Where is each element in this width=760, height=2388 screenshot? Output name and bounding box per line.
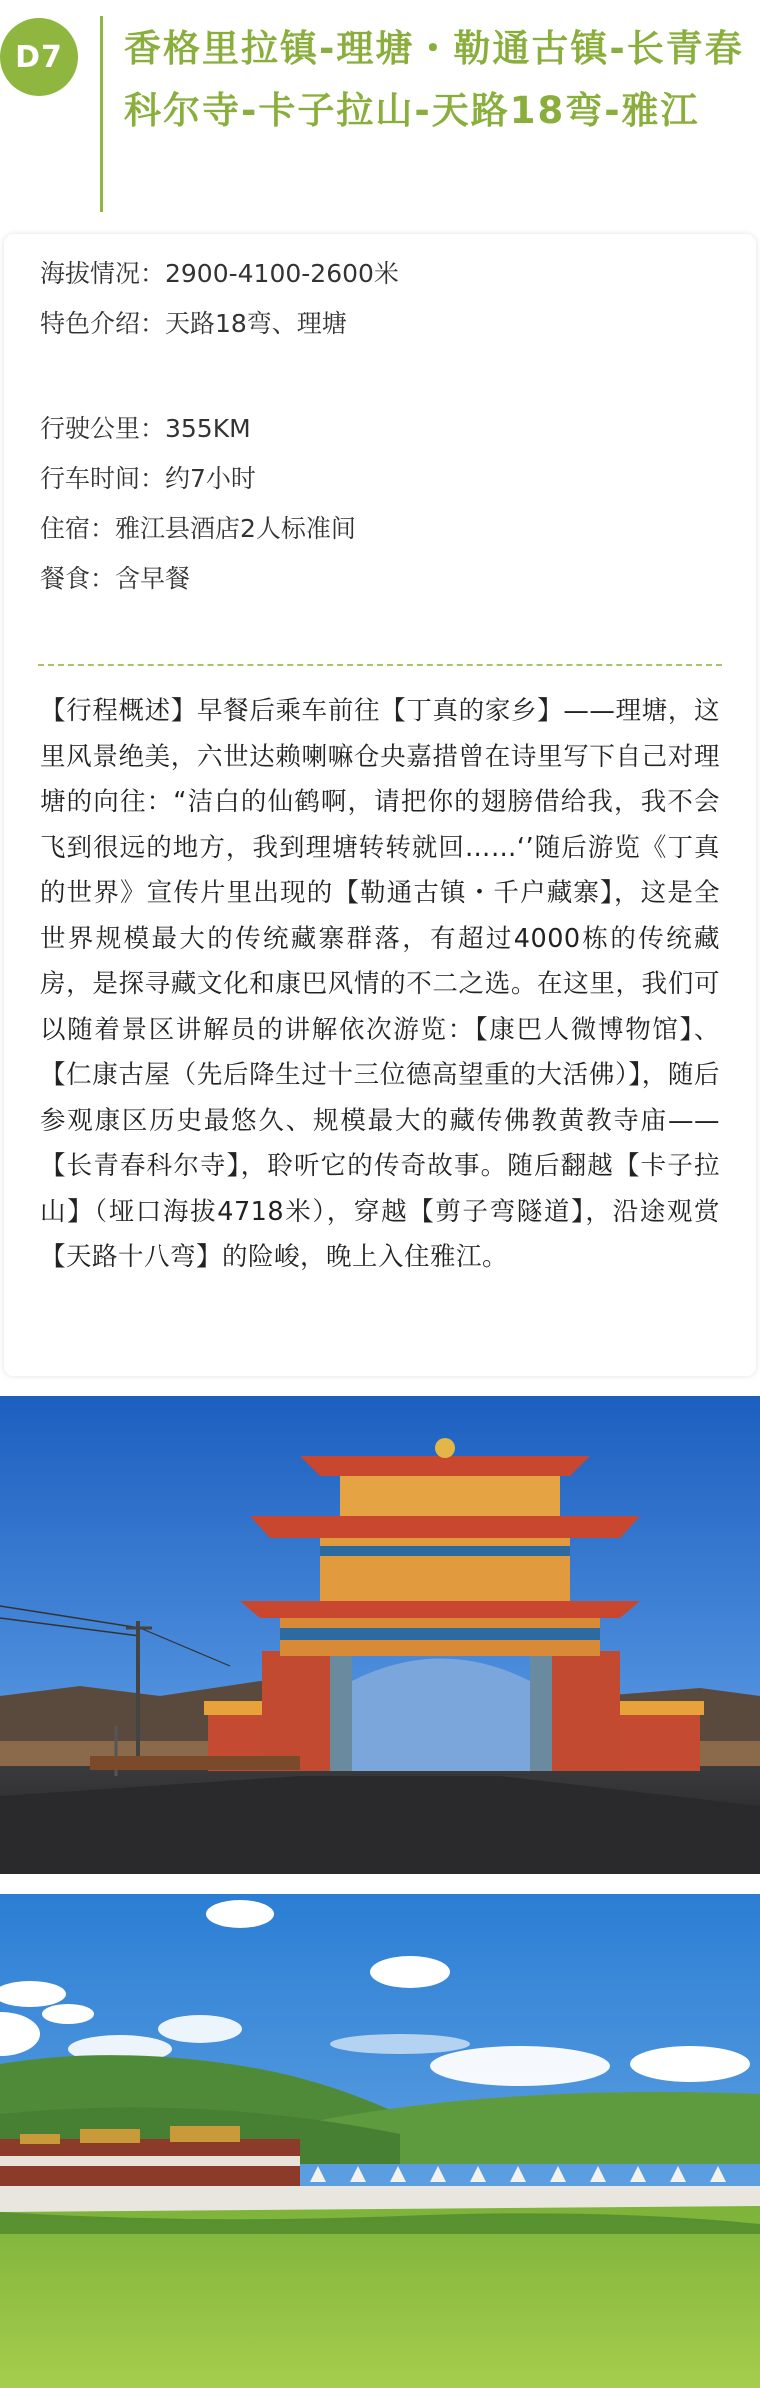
- lodging-info: 住宿：雅江县酒店2人标准间: [40, 514, 356, 543]
- features-info: 特色介绍：天路18弯、理塘: [40, 309, 347, 338]
- dashed-divider: [38, 664, 722, 666]
- day-title: 香格里拉镇-理塘・勒通古镇-长青春科尔寺-卡子拉山-天路18弯-雅江: [124, 27, 744, 132]
- gate-photo: [0, 1396, 760, 1874]
- altitude-info: 海拔情况：2900-4100-2600米: [40, 259, 399, 288]
- meals-info: 餐食：含早餐: [40, 564, 191, 593]
- distance-info: 行驶公里：355KM: [40, 414, 251, 443]
- day-header: [0, 0, 760, 220]
- grassland-photo: [0, 1894, 760, 2388]
- time-info: 行车时间：约7小时: [40, 464, 256, 493]
- day-badge: D7: [0, 18, 78, 96]
- itinerary-description: 【行程概述】早餐后乘车前往【丁真的家乡】——理塘，这里风景绝美，六世达赖喇嘛仓央嘉措曾在诗里写下自己对理塘的向往：“洁白的仙鹤啊，请把你的翅膀借给我，我不会飞到很远的地方，我到理塘转转就回……‘’随后游览《丁真的世界》宣传片里出现的【勒通古镇・千户藏寨】，这是全世界规模最大的传统藏寨群落，有超过4000栋的传统藏房，是探寻藏文化和康巴风情的不二之选。在这里，我们可以随着景区讲解员的讲解依次游览：【康巴人微博物馆】、【仁康古屋（先后降生过十三位德高望重的大活佛）】，随后参观康区历史最悠久、规模最大的藏传佛教黄教寺庙——【长青春科尔寺】，聆听它的传奇故事。随后翻越【卡子拉山】（垭口海拔4718米），穿越【剪子弯隧道】，沿途观赏【天路十八弯】的险峻，晚上入住雅江。: [40, 696, 720, 1272]
- itinerary-card: [4, 234, 756, 1376]
- header-divider: [100, 16, 103, 212]
